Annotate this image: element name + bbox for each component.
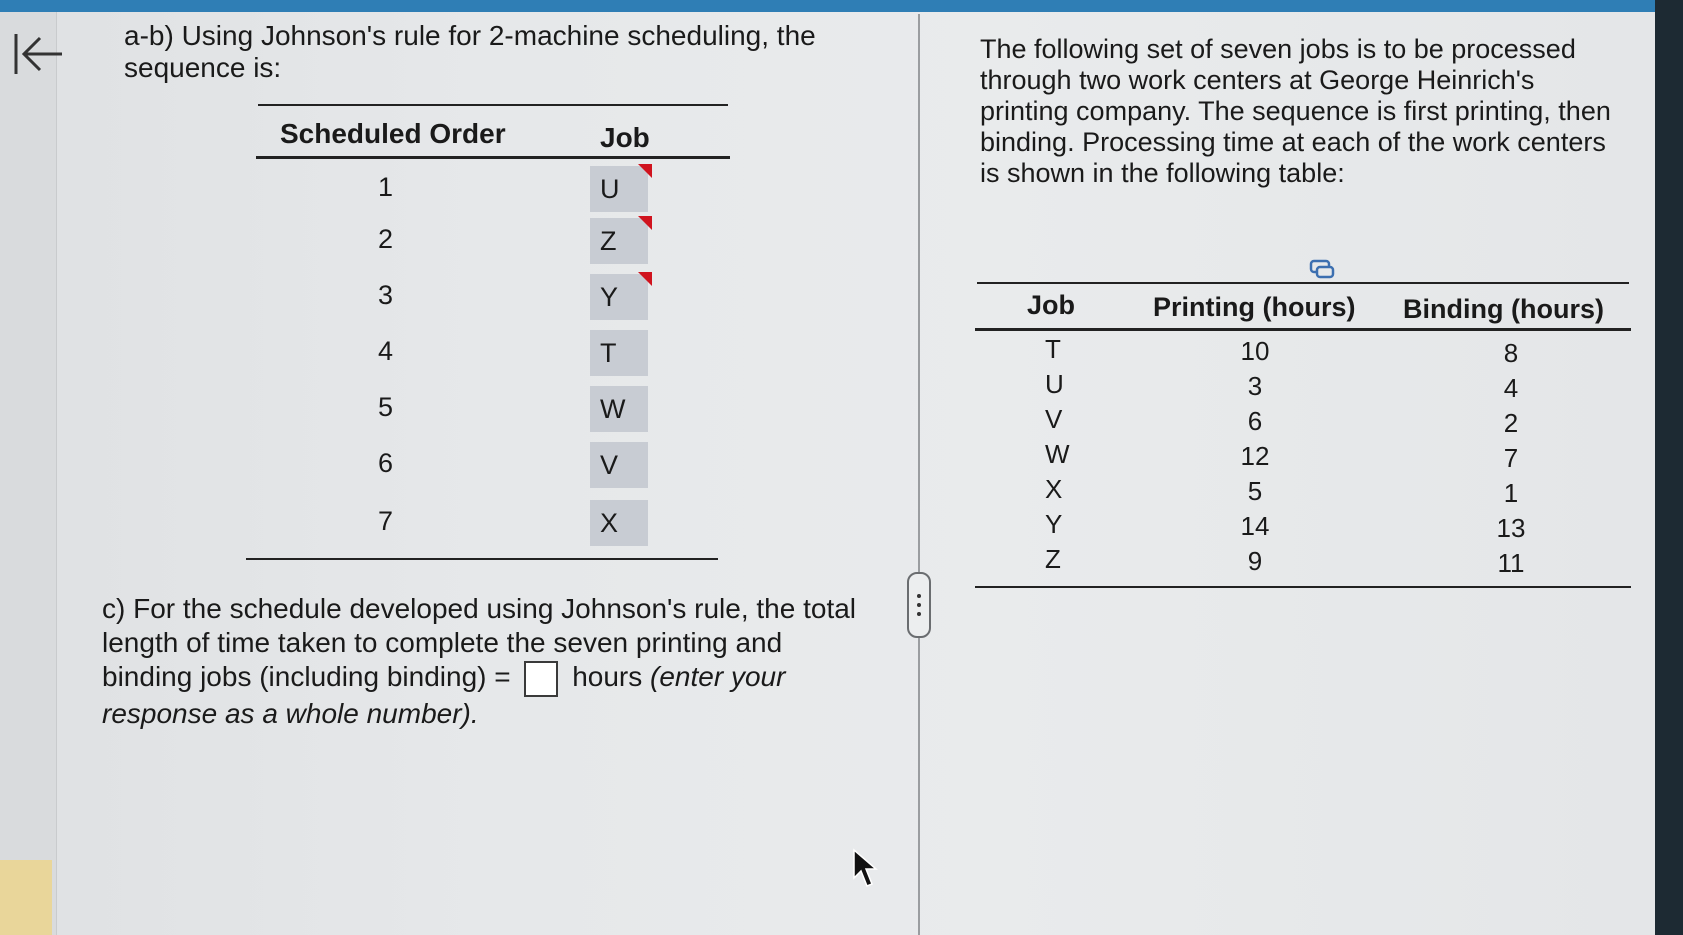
job-cell: Z (1045, 544, 1061, 574)
header-job: Job (1027, 290, 1076, 320)
table-rule (975, 328, 1631, 331)
total-hours-input[interactable] (524, 661, 558, 697)
binding-cell: 4 (1503, 373, 1519, 403)
job-answer-5[interactable] (590, 386, 648, 432)
table-row (975, 439, 1635, 475)
left-gutter (0, 12, 57, 935)
order-number: 7 (378, 506, 394, 536)
job-value: X (600, 508, 619, 538)
table-rule (977, 282, 1629, 284)
table-row (975, 509, 1635, 545)
sequence-table-header (250, 112, 730, 156)
header-job: Job (600, 122, 650, 153)
sequence-row-6 (250, 440, 730, 492)
order-number: 4 (378, 336, 394, 366)
question-ab-text: a-b) Using Johnson's rule for 2-machine scheduling, the sequence is: (124, 20, 816, 83)
table-rule (246, 558, 718, 560)
processing-table-header (975, 288, 1635, 328)
incorrect-flag-icon (638, 164, 652, 178)
question-c (102, 592, 862, 731)
problem-intro-text: The following set of seven jobs is to be processed through two work centers at George Heinrich's printing company. The sequence is first printing, then binding. Processing time at each of the work centers is shown in the following table: (980, 34, 1611, 188)
binding-cell: 1 (1503, 478, 1519, 508)
order-number: 5 (378, 392, 394, 422)
job-answer-7[interactable] (590, 500, 648, 546)
hours-label: hours (572, 661, 643, 692)
pane-divider (918, 14, 920, 935)
job-answer-6[interactable] (590, 442, 648, 488)
sequence-row-5 (250, 384, 730, 436)
binding-cell: 11 (1497, 548, 1525, 578)
question-c-text: c) For the schedule developed using Johnson's rule, the total length of time taken to complete the seven printing and binding jobs (including binding) = (102, 593, 857, 692)
answer-format-note: (enter your response as a whole number). (102, 661, 786, 729)
side-tab[interactable] (0, 860, 52, 935)
sequence-row-7 (250, 498, 730, 550)
binding-cell: 2 (1503, 408, 1519, 438)
job-value: U (600, 174, 620, 204)
binding-cell: 7 (1503, 443, 1519, 473)
back-to-start-icon (12, 30, 66, 78)
job-value: T (600, 338, 617, 368)
table-row (975, 334, 1635, 370)
mouse-pointer-icon (852, 848, 880, 892)
printing-cell: 6 (1247, 406, 1263, 436)
header-printing: Printing (hours) (1153, 292, 1356, 322)
job-cell: T (1045, 334, 1061, 364)
copy-table-icon[interactable] (1308, 258, 1336, 280)
order-number: 1 (378, 172, 394, 202)
job-value: Y (600, 282, 619, 312)
printing-cell: 14 (1240, 511, 1270, 541)
job-answer-4[interactable] (590, 330, 648, 376)
sequence-row-4 (250, 328, 730, 380)
table-rule (975, 586, 1631, 588)
back-to-start-button[interactable] (12, 30, 66, 78)
table-row (975, 404, 1635, 440)
header-scheduled-order: Scheduled Order (280, 118, 506, 149)
binding-cell: 8 (1503, 338, 1519, 368)
order-number: 6 (378, 448, 394, 478)
grip-dot (917, 594, 921, 598)
incorrect-flag-icon (638, 216, 652, 230)
job-value: Z (600, 226, 617, 256)
order-number: 3 (378, 280, 394, 310)
incorrect-flag-icon (638, 272, 652, 286)
job-cell: Y (1045, 509, 1063, 539)
grip-dot (917, 612, 921, 616)
printing-cell: 5 (1247, 476, 1263, 506)
printing-cell: 10 (1240, 336, 1270, 366)
sequence-row-2 (250, 216, 730, 268)
top-accent-bar (0, 0, 1655, 12)
sequence-row-1 (250, 164, 730, 216)
table-rule (258, 104, 728, 106)
order-number: 2 (378, 224, 394, 254)
printing-cell: 12 (1240, 441, 1270, 471)
job-answer-1[interactable] (590, 166, 648, 212)
job-answer-3[interactable] (590, 274, 648, 320)
job-answer-2[interactable] (590, 218, 648, 264)
table-row (975, 474, 1635, 510)
job-cell: X (1045, 474, 1063, 504)
table-rule (256, 156, 730, 159)
table-row (975, 544, 1635, 580)
job-value: W (600, 394, 626, 424)
sequence-row-3 (250, 272, 730, 324)
table-row (975, 369, 1635, 405)
printing-cell: 9 (1247, 546, 1263, 576)
grip-dot (917, 603, 921, 607)
job-cell: V (1045, 404, 1063, 434)
pane-resize-handle[interactable] (907, 572, 931, 638)
job-cell: W (1045, 439, 1070, 469)
header-binding: Binding (hours) (1403, 294, 1604, 324)
job-value: V (600, 450, 619, 480)
binding-cell: 13 (1496, 513, 1526, 543)
printing-cell: 3 (1247, 371, 1263, 401)
job-cell: U (1045, 369, 1064, 399)
